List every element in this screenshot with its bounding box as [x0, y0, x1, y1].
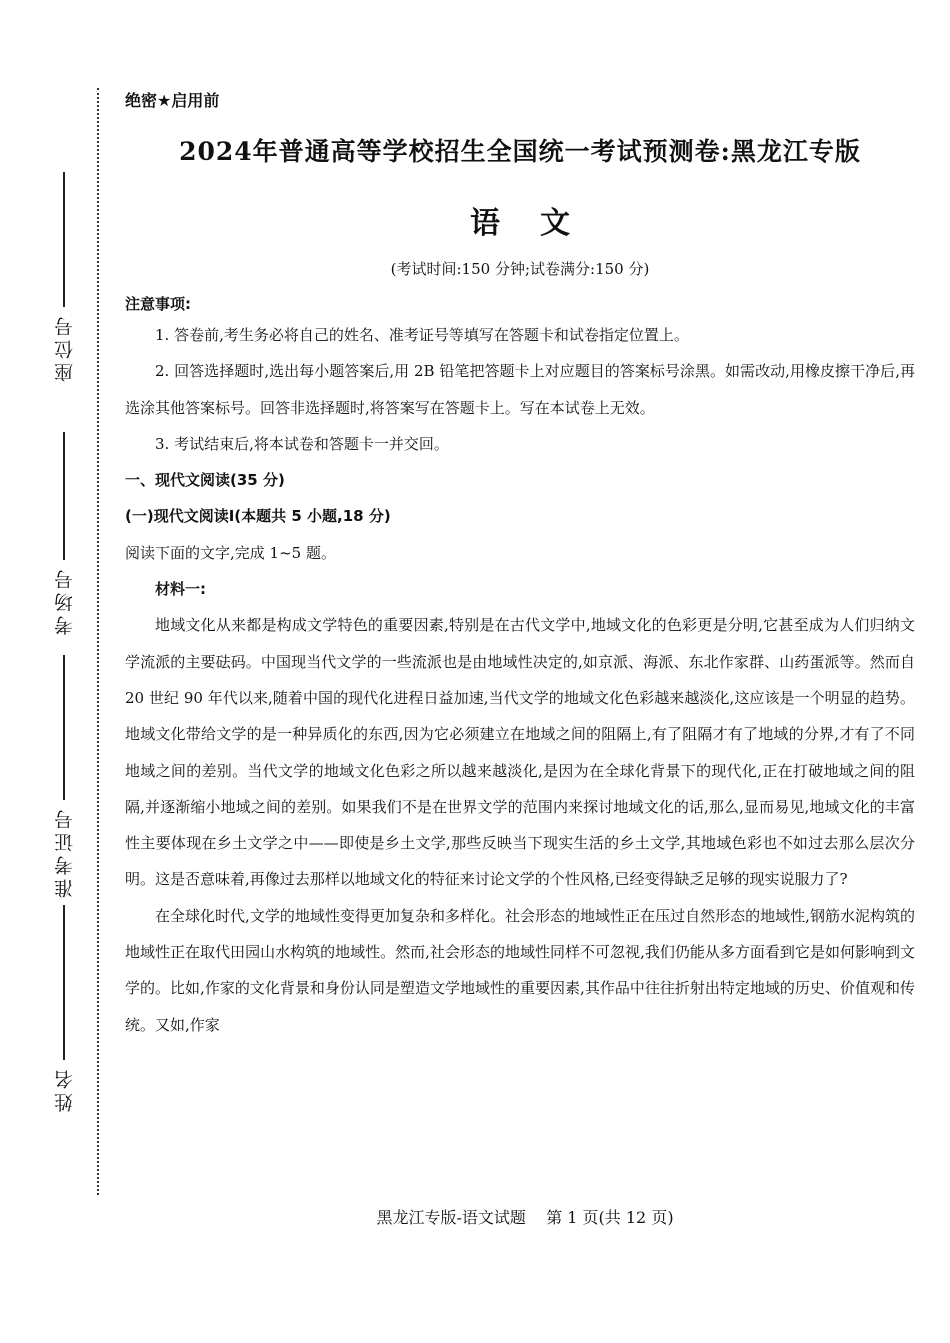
exam-info: (考试时间:150 分钟;试卷满分:150 分) — [390, 260, 650, 278]
seat-number-label: 座位号 — [53, 313, 76, 382]
binding-dotted-line — [97, 88, 99, 1195]
notice-title: 注意事项: — [125, 295, 191, 313]
page-content — [125, 88, 915, 1043]
material-paragraph: 地域文化从来都是构成文学特色的重要因素,特别是在古代文学中,地域文化的色彩更是分明,它甚至成为人们归纳文学流派的主要砝码。中国现当代文学的一些流派也是由地域性决定的,如京派、海派、东北作家群、山药蛋派等。然而自 20 世纪 90 年代以来,随着中国的现代化进程日益加速,当代文学的地域文化色彩越来越淡化,这应该是一个明显的趋势。地域文化带给文学的是一种异质化的东西,因为它必须建立在地域之间的阻隔上,有了阻隔才有了地域的分界,才有了不同地域之间的差别。当代文学的地域文化色彩之所以越来越淡化,是因为在全球化背景下的现代化,正在打破地域之间的阻隔,并逐渐缩小地域之间的差别。如果我们不是在世界文学的范围内来探讨地域文化的话,那么,显而易见,地域文化的丰富性主要体现在乡土文学之中——即使是乡土文学,那些反映当下现实生活的乡土文学,其地域色彩也不如过去那么层次分明。这是否意味着,再像过去那样以地域文化的特征来讨论文学的个性风格,已经变得缺乏足够的现实说服力了? — [125, 616, 915, 889]
exam-room-field — [44, 432, 84, 635]
reading-instruction: 阅读下面的文字,完成 1~5 题。 — [125, 543, 336, 562]
seat-number-field — [44, 172, 84, 382]
confidential-mark: 绝密★启用前 — [125, 91, 220, 110]
exam-title: 2024年普通高等学校招生全国统一考试预测卷:黑龙江专版 — [179, 137, 861, 166]
ticket-number-line — [63, 655, 65, 800]
ticket-number-field — [44, 655, 84, 898]
notice-item: 1. 答卷前,考生务必将自己的姓名、准考证号等填写在答题卡和试卷指定位置上。 — [155, 326, 689, 344]
subsection-title: (一)现代文阅读Ⅰ(本题共 5 小题,18 分) — [125, 507, 391, 526]
name-label: 姓名 — [53, 1066, 76, 1112]
material-label: 材料一: — [155, 580, 206, 599]
name-line — [63, 905, 65, 1060]
exam-room-label: 考场号 — [53, 566, 76, 635]
exam-room-line — [63, 432, 65, 560]
section-title: 一、现代文阅读(35 分) — [125, 471, 285, 490]
notice-item: 3. 考试结束后,将本试卷和答题卡一并交回。 — [155, 434, 449, 453]
material-paragraph: 在全球化时代,文学的地域性变得更加复杂和多样化。社会形态的地域性正在压过自然形态的地域性,钢筋水泥构筑的地域性正在取代田园山水构筑的地域性。然而,社会形态的地域性同样不可忽视,我们仍能从多方面看到它是如何影响到文学的。比如,作家的文化背景和身份认同是塑造文学地域性的重要因素,其作品中往往折射出特定地域的历史、价值观和传统。又如,作家 — [125, 906, 915, 1034]
seat-number-line — [63, 172, 65, 307]
subject-title: 语文 — [470, 206, 610, 241]
ticket-number-label: 准考证号 — [53, 806, 76, 898]
notice-item: 2. 回答选择题时,选出每小题答案后,用 2B 铅笔把答题卡上对应题目的答案标号涂黑。如需改动,用橡皮擦干净后,再选涂其他答案标号。回答非选择题时,将答案写在答题卡上。写在本试卷上无效。 — [125, 362, 915, 417]
page-footer: 黑龙江专版-语文试题 第 1 页(共 12 页) — [376, 1208, 674, 1227]
name-field — [44, 905, 84, 1112]
